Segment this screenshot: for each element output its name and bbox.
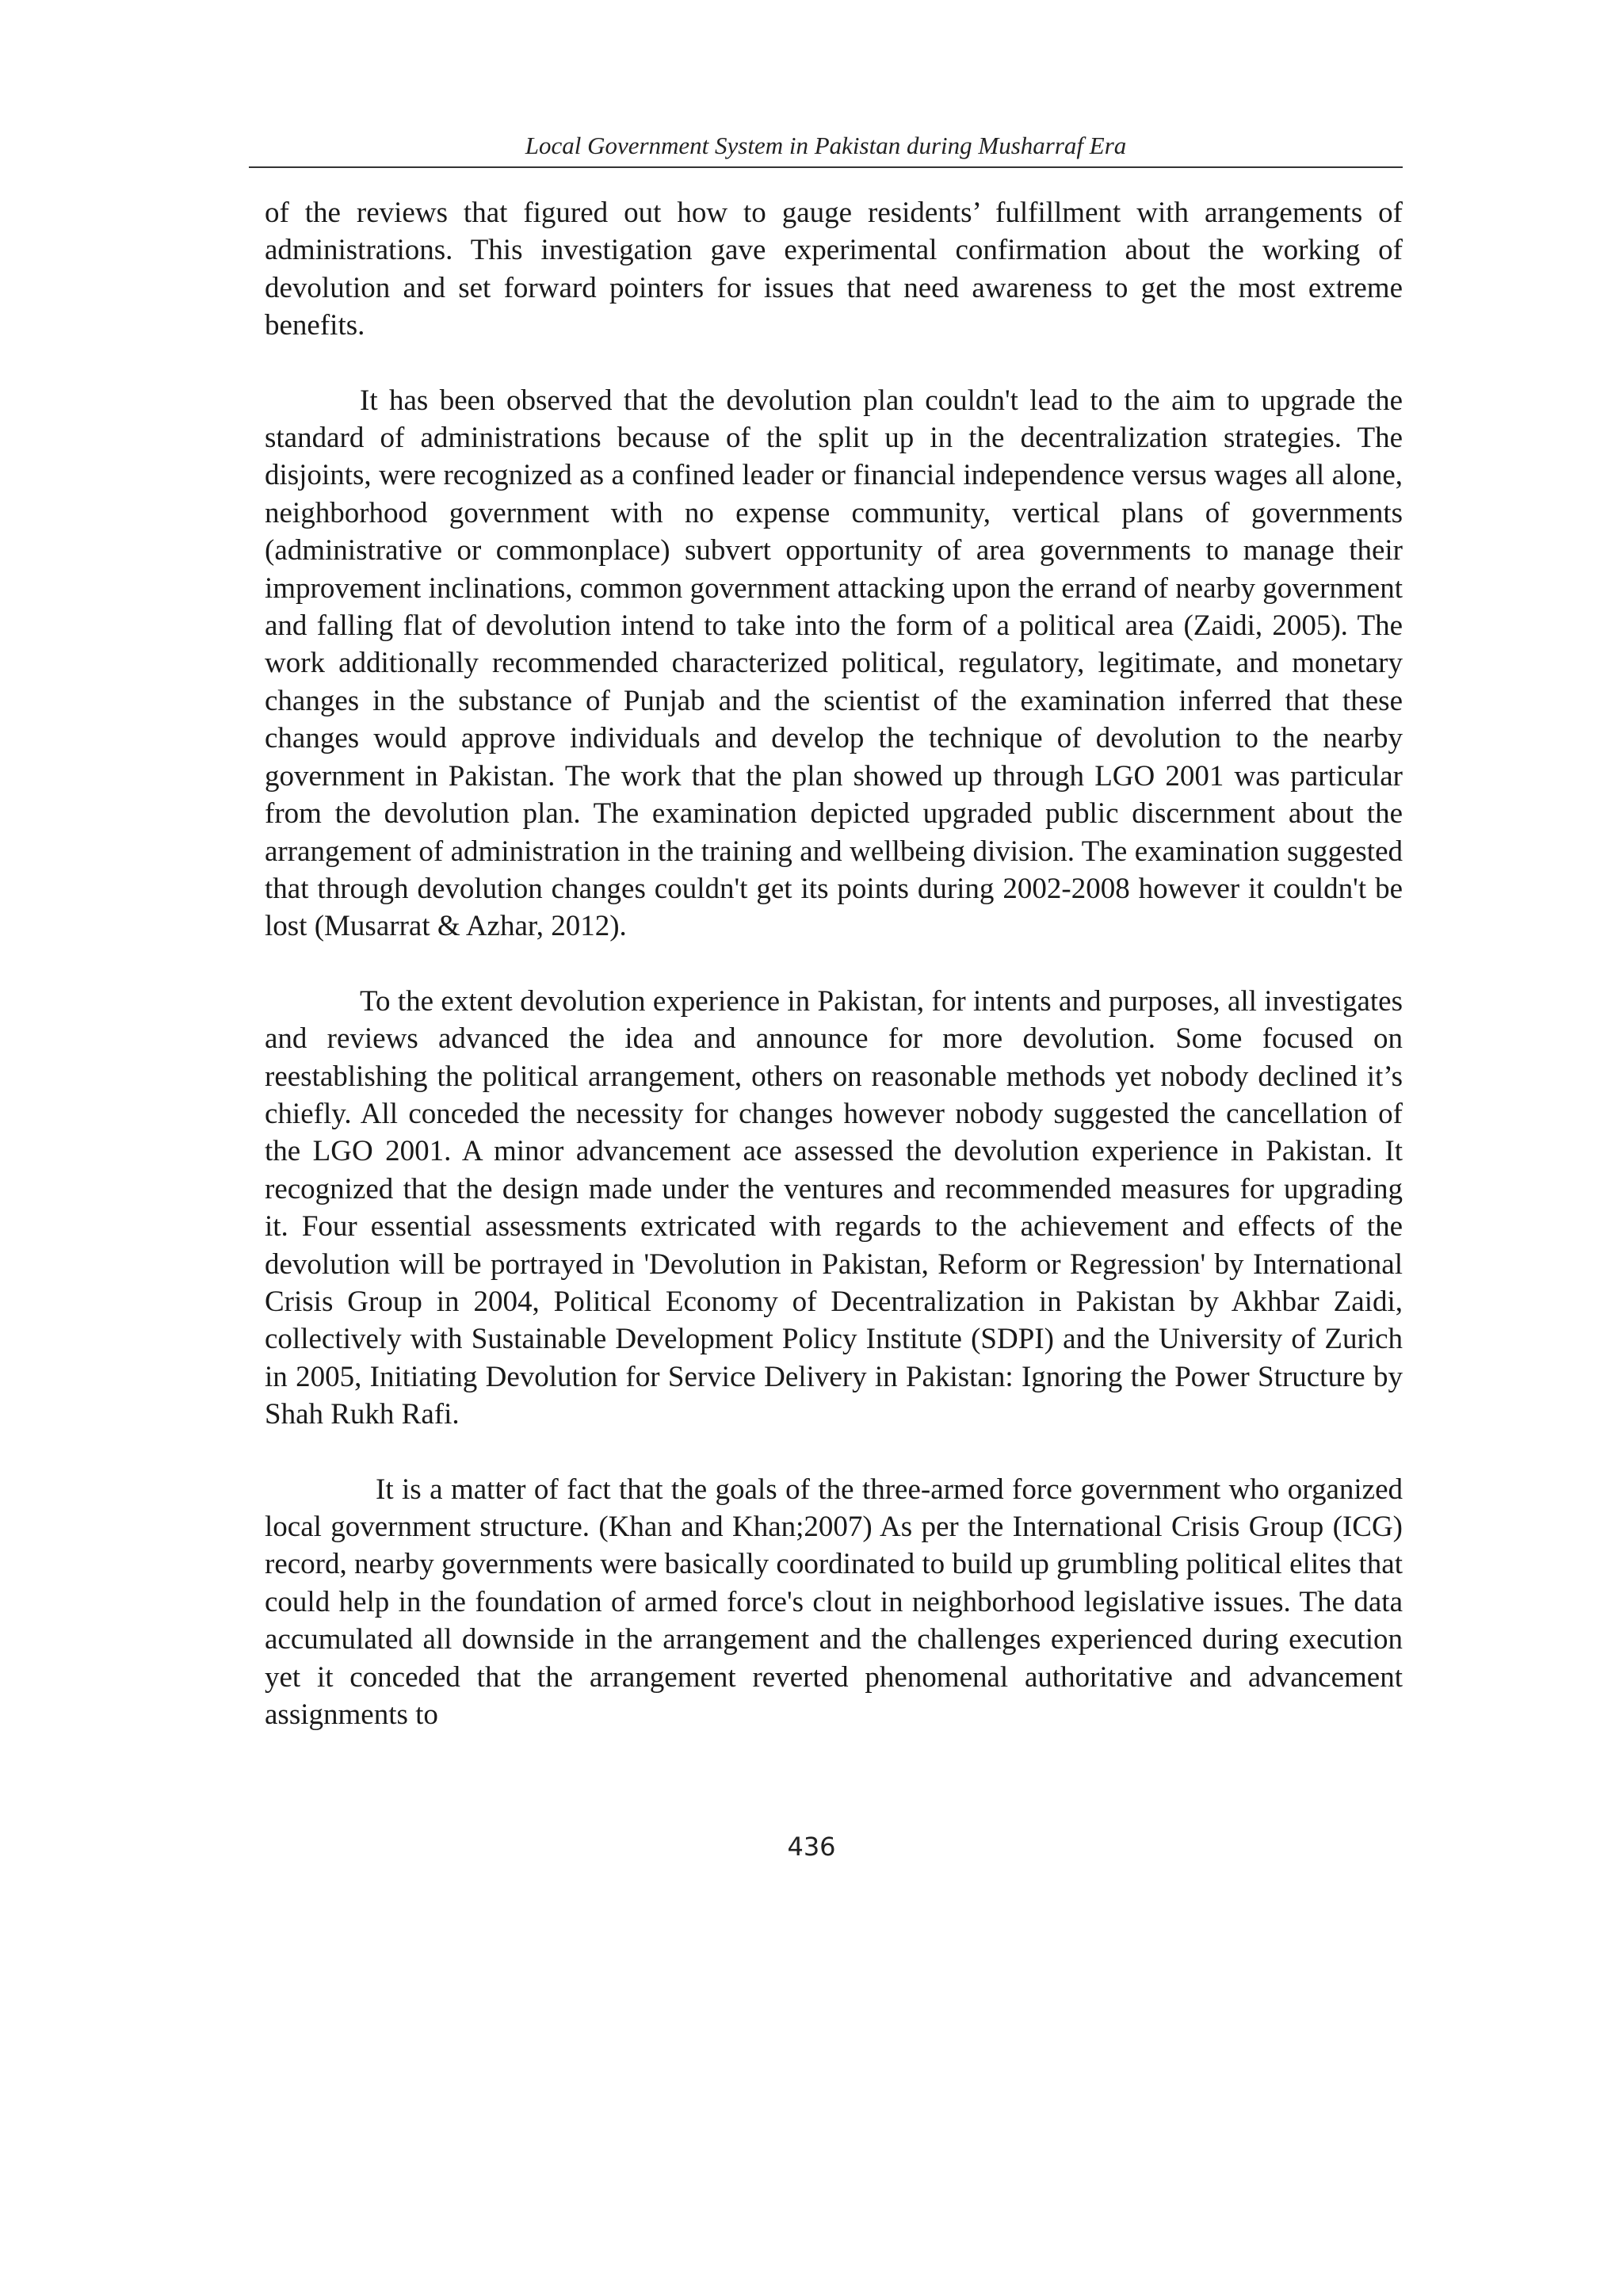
paragraph-continued: of the reviews that figured out how to gauge residents’ fulfillment with arrangements of administrations. This investigation gave experimental confirmation about the working of devolution and set forward pointers for issues that need awareness to get the most extreme benefits. bbox=[265, 197, 1403, 342]
page-number: 436 bbox=[787, 1832, 836, 1862]
running-header-title: Local Government System in Pakistan during Musharraf Era bbox=[525, 132, 1127, 159]
header-divider bbox=[249, 166, 1403, 168]
body-text bbox=[265, 194, 1403, 1733]
paragraph-three-armed-force: It is a matter of fact that the goals of the three-armed force government who organized local government structure. (Khan and Khan;2007) As per the International Crisis Group (ICG) record, nearby governments were basically coordinated to build up grumbling political elites that could help in the foundation of armed force's clout in neighborhood legislative issues. The data accumulated all downside in the arrangement and the challenges experienced during execution yet it conceded that the arrangement reverted phenomenal authoritative and advancement assignments to bbox=[265, 1473, 1403, 1732]
paragraph-devolution-plan: It has been observed that the devolution plan couldn't lead to the aim to upgrade the standard of administrations because of the split up in the decentralization strategies. The disjoints, were recognized as a confined leader or financial independence versus wages all alone, neighborhood government with no expense community, vertical plans of governments (administrative or commonplace) subvert opportunity of area governments to manage their improvement inclinations, common government attacking upon the errand of nearby government and falling flat of devolution intend to take into the form of a political area (Zaidi, 2005). The work additionally recommended characterized political, regulatory, legitimate, and monetary changes in the substance of Punjab and the scientist of the examination inferred that these changes would approve individuals and develop the technique of devolution to the nearby government in Pakistan. The work that the plan showed up through LGO 2001 was particular from the devolution plan. The examination depicted upgraded public discernment about the arrangement of administration in the training and wellbeing division. The examination suggested that through devolution changes couldn't get its points during 2002-2008 however it couldn't be lost (Musarrat & Azhar, 2012). bbox=[265, 384, 1403, 943]
paragraph-devolution-experience: To the extent devolution experience in Pakistan, for intents and purposes, all investigates and reviews advanced the idea and announce for more devolution. Some focused on reestablishing the political arrangement, others on reasonable methods yet nobody declined it’s chiefly. All conceded the necessity for changes however nobody suggested the cancellation of the LGO 2001. A minor advancement ace assessed the devolution experience in Pakistan. It recognized that the design made under the ventures and recommended measures for upgrading it. Four essential assessments extricated with regards to the achievement and effects of the devolution will be portrayed in 'Devolution in Pakistan, Reform or Regression' by International Crisis Group in 2004, Political Economy of Decentralization in Pakistan by Akhbar Zaidi, collectively with Sustainable Development Policy Institute (SDPI) and the University of Zurich in 2005, Initiating Devolution for Service Delivery in Pakistan: Ignoring the Power Structure by Shah Rukh Rafi. bbox=[265, 984, 1403, 1431]
